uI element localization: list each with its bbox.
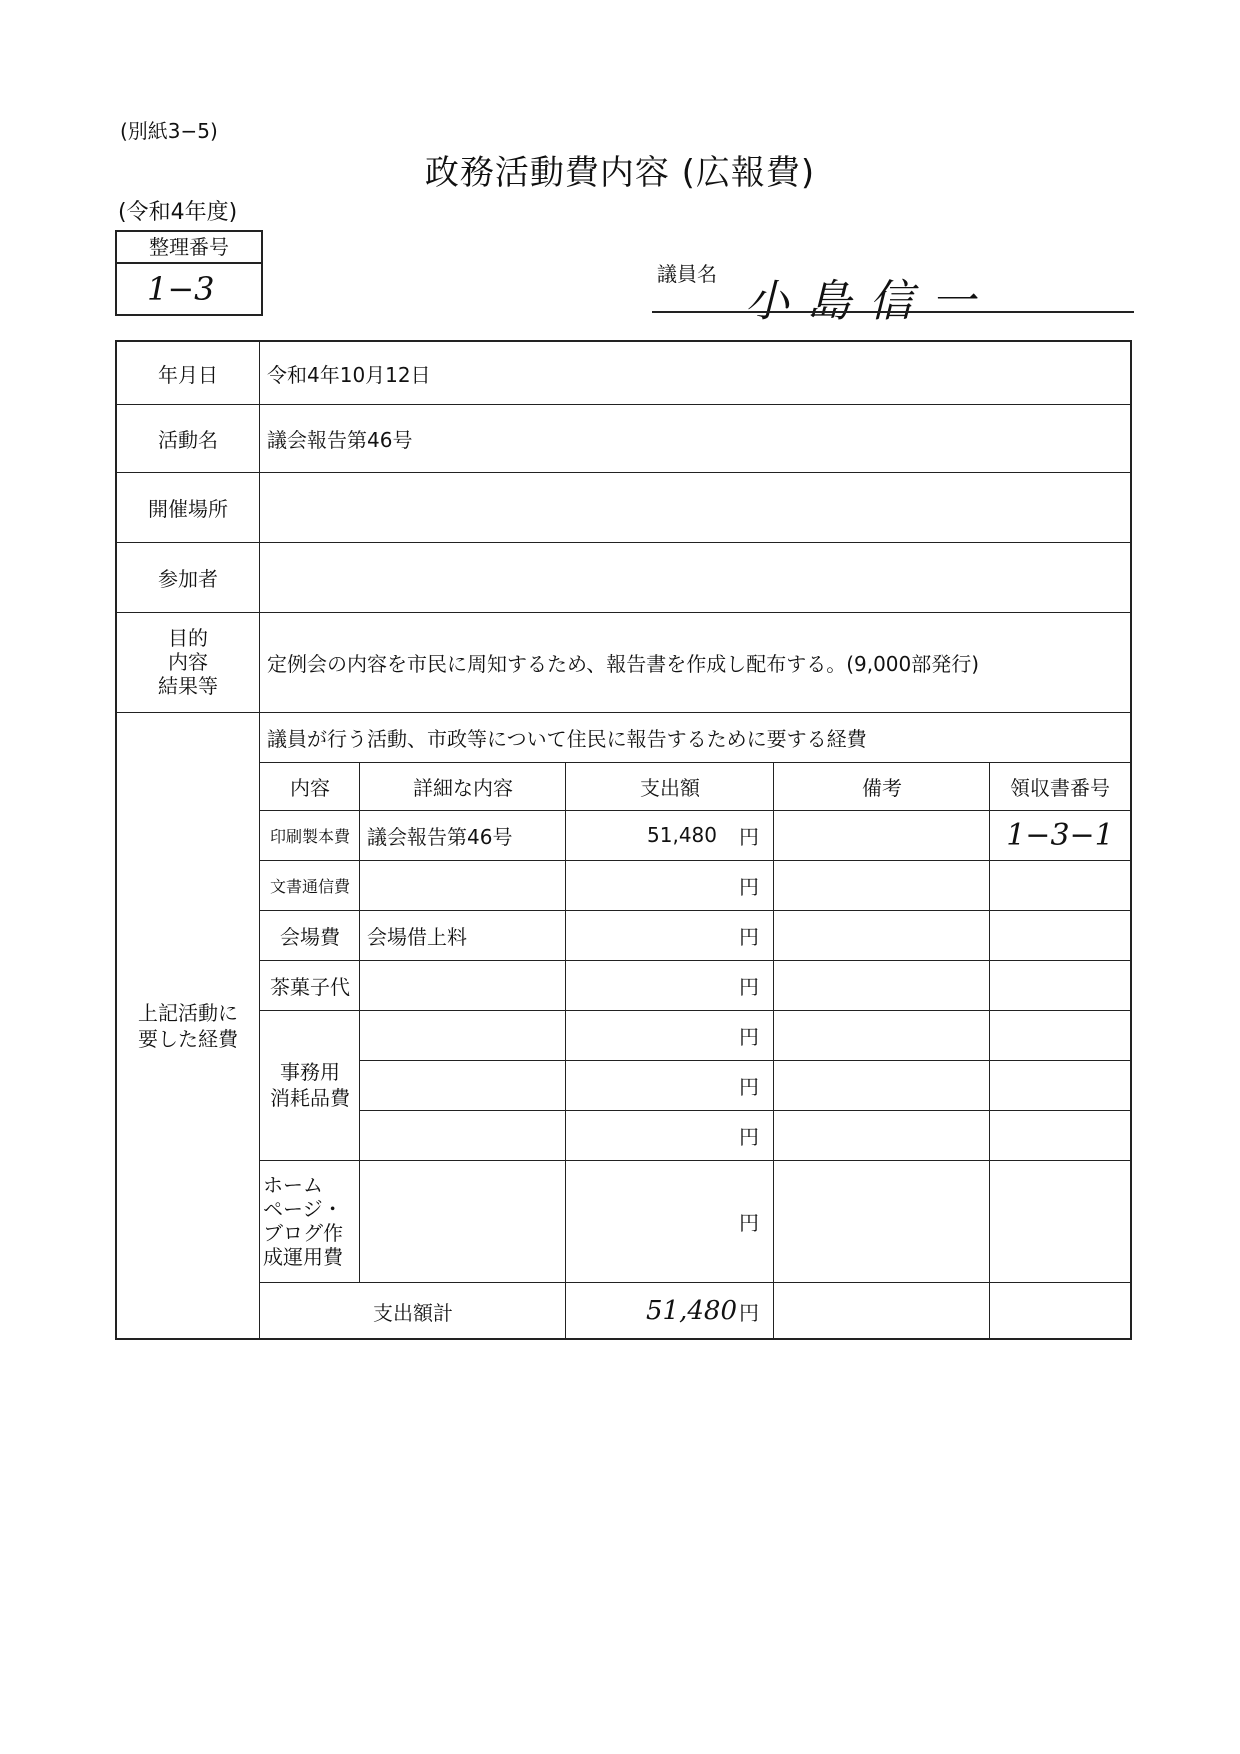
yen-unit: 円 (739, 1124, 759, 1149)
participants-value (261, 542, 1121, 612)
page-title: 政務活動費内容 (広報費) (424, 153, 816, 193)
venue-label: 開催場所 (148, 496, 228, 521)
expense-label-line: 要した経費 (138, 1027, 238, 1051)
category-website-line: ホーム (263, 1173, 323, 1197)
detail-printing: 議会報告第46号 (367, 824, 513, 849)
col-divider (359, 762, 360, 1192)
yen-unit: 円 (739, 974, 759, 999)
category-supplies-line: 事務用 (280, 1060, 340, 1084)
fiscal-year: (令和4年度) (118, 200, 238, 225)
header-receipt: 領収書番号 (1010, 775, 1110, 800)
yen-unit: 円 (739, 874, 759, 899)
purpose-value: 定例会の内容を市民に周知するため、報告書を作成し配布する。(9,000部発行) (267, 651, 980, 676)
yen-unit: 円 (739, 824, 759, 849)
purpose-label (117, 612, 259, 712)
purpose-label-line: 目的 (168, 626, 208, 650)
activity-label: 活動名 (158, 427, 218, 452)
member-signature-line (652, 311, 1134, 313)
reference-number-box (115, 230, 263, 316)
header-category: 内容 (290, 775, 330, 800)
amount-supplies-1 (567, 1010, 773, 1060)
col-divider (773, 762, 774, 1340)
header-detail: 詳細な内容 (413, 775, 513, 800)
participants-label: 参加者 (158, 566, 218, 591)
category-postage: 文書通信費 (269, 876, 350, 896)
expense-label (117, 712, 259, 1340)
category-website-line: ブログ作 (263, 1221, 343, 1245)
amount-supplies-3 (567, 1110, 773, 1160)
yen-unit: 円 (739, 924, 759, 949)
expense-label-line: 上記活動に (138, 1001, 238, 1025)
category-website-line: ページ・ (263, 1197, 343, 1221)
activity-value: 議会報告第46号 (267, 427, 413, 452)
total-label: 支出額計 (373, 1300, 453, 1325)
purpose-label-line: 結果等 (158, 674, 218, 698)
total-amount (567, 1282, 773, 1340)
amount-printing (567, 810, 773, 860)
category-supplies (261, 1010, 359, 1160)
member-name-label: 議員名 (657, 262, 717, 286)
attachment-label: (別紙3−5) (120, 119, 218, 143)
category-supplies-line: 消耗品費 (270, 1086, 350, 1110)
yen-unit: 円 (739, 1210, 759, 1235)
amount-refreshments (567, 960, 773, 1010)
category-venue: 会場費 (280, 924, 340, 949)
amount-value: 51,480 (647, 823, 717, 847)
amount-website (567, 1160, 773, 1282)
member-signature: 小島信一 (745, 276, 993, 327)
category-website (261, 1160, 359, 1282)
label-column-divider (259, 342, 260, 1340)
detail-venue: 会場借上料 (367, 924, 467, 949)
category-printing: 印刷製本費 (269, 826, 350, 846)
category-refreshments: 茶菓子代 (270, 974, 350, 999)
amount-postage (567, 860, 773, 910)
col-divider (565, 762, 566, 1340)
expense-form-table (115, 340, 1132, 1340)
col-divider (989, 762, 990, 1340)
expense-note: 議員が行う活動、市政等について住民に報告するために要する経費 (267, 726, 867, 751)
date-label: 年月日 (158, 362, 218, 387)
total-amount-value: 51,480 (646, 1296, 737, 1326)
yen-unit: 円 (739, 1024, 759, 1049)
reference-number-value: 1−3 (147, 270, 215, 308)
purpose-label-line: 内容 (168, 650, 208, 674)
date-value: 令和4年10月12日 (267, 362, 431, 387)
reference-number-header: 整理番号 (117, 232, 261, 264)
header-remarks: 備考 (862, 775, 902, 800)
venue-value (261, 472, 1121, 542)
receipt-printing: 1−3−1 (1006, 817, 1114, 853)
header-amount: 支出額 (640, 775, 700, 800)
amount-venue (567, 910, 773, 960)
category-website-line: 成運用費 (263, 1245, 343, 1269)
yen-unit: 円 (739, 1300, 759, 1325)
amount-supplies-2 (567, 1060, 773, 1110)
yen-unit: 円 (739, 1074, 759, 1099)
col-divider (359, 1160, 360, 1282)
